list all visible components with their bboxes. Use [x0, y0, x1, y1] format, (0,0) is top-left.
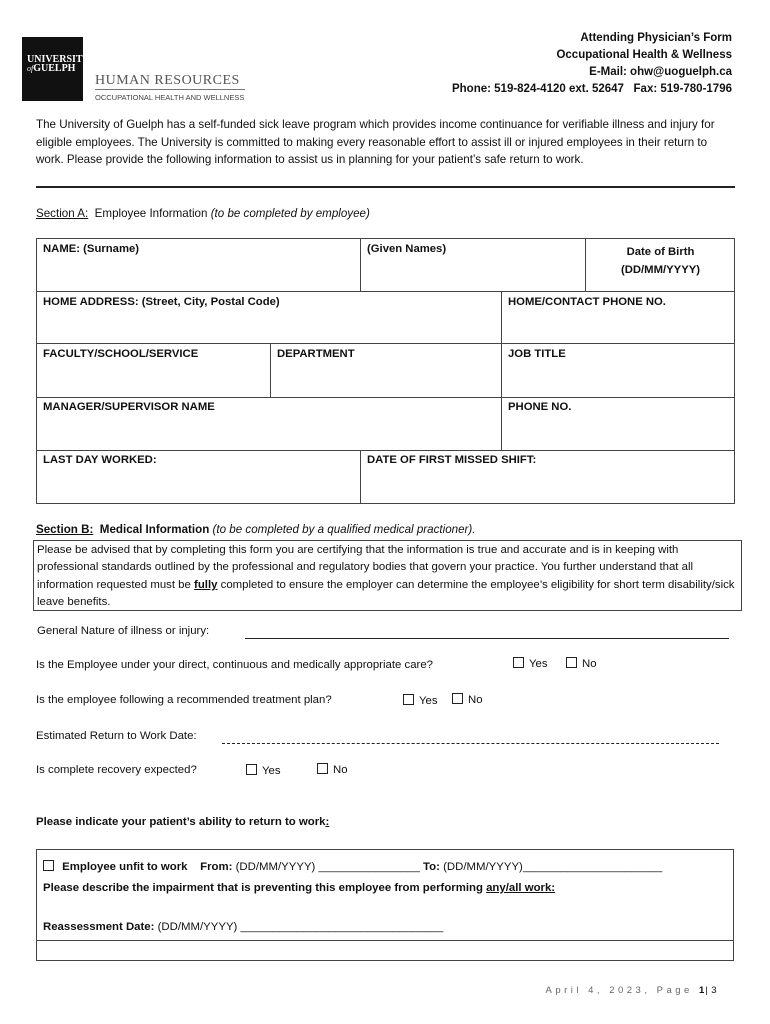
- dept-name: Occupational Health & Wellness: [556, 49, 732, 61]
- manager-field[interactable]: MANAGER/SUPERVISOR NAME: [43, 401, 215, 413]
- col-divider: [360, 238, 361, 291]
- first-missed-field[interactable]: DATE OF FIRST MISSED SHIFT:: [367, 454, 537, 466]
- section-a-note: (to be completed by employee): [210, 207, 370, 220]
- describe-row: [43, 882, 555, 894]
- home-address-field[interactable]: HOME ADDRESS: (Street, City, Postal Code): [43, 296, 280, 308]
- ability-heading-colon: :: [325, 816, 330, 828]
- unfit-label: Employee unfit to work: [62, 861, 188, 873]
- university-logo: [22, 37, 90, 101]
- yes-label: Yes: [419, 695, 438, 707]
- care-no-option[interactable]: [566, 657, 597, 670]
- reassess-date[interactable]: (DD/MM/YYYY) ________________________________: [157, 921, 444, 933]
- manager-phone-field[interactable]: PHONE NO.: [508, 401, 572, 413]
- col-divider: [270, 343, 271, 397]
- ability-heading: [36, 816, 329, 828]
- treatment-question: Is the employee following a recommended treatment plan?: [36, 694, 332, 706]
- logo-line2: [27, 64, 83, 73]
- recovery-no-option[interactable]: [317, 763, 348, 776]
- from-date[interactable]: (DD/MM/YYYY) ________________: [235, 861, 420, 873]
- no-label: No: [582, 658, 597, 670]
- hr-subtitle: OCCUPATIONAL HEALTH AND WELLNESS: [95, 93, 245, 102]
- section-a-heading: [36, 207, 370, 220]
- checkbox[interactable]: [452, 693, 463, 704]
- checkbox[interactable]: [246, 764, 257, 775]
- unfit-row: [43, 860, 662, 873]
- nature-answer-line[interactable]: [245, 638, 729, 639]
- no-label: No: [333, 764, 348, 776]
- col-divider: [501, 291, 502, 450]
- logo-guelph: GUELPH: [33, 63, 76, 74]
- logo-line1: UNIVERSITY: [27, 54, 90, 65]
- recovery-question: Is complete recovery expected?: [36, 764, 197, 776]
- dob-label: Date of Birth: [626, 246, 695, 258]
- surname-field[interactable]: NAME: (Surname): [43, 243, 140, 255]
- row-divider: [36, 343, 735, 344]
- treatment-no-option[interactable]: [452, 693, 483, 706]
- dob-field[interactable]: [586, 243, 735, 279]
- reassess-label: Reassessment Date:: [43, 921, 155, 933]
- care-question: Is the Employee under your direct, continuous and medically appropriate care?: [36, 659, 433, 671]
- given-names-field[interactable]: (Given Names): [367, 243, 447, 255]
- section-a-title: Employee Information: [94, 207, 208, 220]
- section-b-label: Section B:: [36, 523, 94, 536]
- notice-text-a: Please be advised that by completing this form you are certifying that the information is true and accurate and is in keeping with professional standards outlined by the professional and regulatory bodies that govern your practice. You further understand that all information requested must be: [37, 544, 694, 591]
- page-footer: [545, 985, 720, 996]
- header-contact: [452, 30, 732, 98]
- recovery-yes-option[interactable]: [246, 764, 281, 777]
- nature-question: General Nature of illness or injury:: [37, 625, 210, 637]
- section-a-label: Section A:: [36, 207, 89, 220]
- footer-page: 1: [698, 985, 706, 996]
- hr-title: HUMAN RESOURCES: [95, 73, 240, 88]
- reassess-row: [43, 921, 443, 933]
- checkbox[interactable]: [317, 763, 328, 774]
- describe-underline: any/all work:: [486, 882, 556, 894]
- intro-paragraph: The University of Guelph has a self-funded sick leave program which provides income continuance for verifiable illness and injury for eligible employees. The University is committed to making every reasonable effort to assist ill or injured employees in their return to work. Please provide the following information to assist us in planning for your patient’s safe return to work.: [36, 118, 715, 166]
- footer-total: 3: [711, 985, 720, 996]
- section-b-note: (to be completed by a qualified medical practioner).: [212, 523, 476, 536]
- ability-heading-text: Please indicate your patient’s ability to return to work: [36, 816, 326, 828]
- to-label: To:: [423, 861, 440, 873]
- yes-label: Yes: [262, 765, 281, 777]
- form-title: Attending Physician’s Form: [580, 32, 732, 44]
- checkbox[interactable]: [566, 657, 577, 668]
- notice-fully: fully: [194, 578, 218, 591]
- treatment-yes-option[interactable]: [403, 694, 438, 707]
- phone-fax: Phone: 519-824-4120 ext. 52647 Fax: 519-780-1796: [451, 83, 732, 95]
- logo-of: of: [27, 64, 34, 73]
- return-date-question: Estimated Return to Work Date:: [36, 730, 197, 742]
- checkbox[interactable]: [403, 694, 414, 705]
- hr-divider: [95, 89, 245, 90]
- footer-date: April 4, 2023, Page: [545, 985, 693, 996]
- department-field[interactable]: DEPARTMENT: [277, 348, 355, 360]
- to-date[interactable]: (DD/MM/YYYY)______________________: [443, 861, 663, 873]
- from-label: From:: [200, 861, 233, 873]
- no-label: No: [468, 694, 483, 706]
- row-divider: [36, 291, 735, 292]
- row-divider: [36, 450, 735, 451]
- ability-divider: [36, 940, 734, 941]
- col-divider: [360, 450, 361, 504]
- section-b-title: Medical Information: [99, 523, 210, 536]
- return-date-line[interactable]: [222, 743, 719, 744]
- job-title-field[interactable]: JOB TITLE: [508, 348, 566, 360]
- header-rule: [36, 186, 735, 188]
- checkbox[interactable]: [513, 657, 524, 668]
- email: E-Mail: ohw@uoguelph.ca: [589, 66, 732, 78]
- faculty-field[interactable]: FACULTY/SCHOOL/SERVICE: [43, 348, 199, 360]
- yes-label: Yes: [529, 658, 548, 670]
- unfit-checkbox[interactable]: [43, 860, 54, 871]
- certification-notice: [33, 540, 742, 611]
- notice-text-b: completed to ensure the employer can determine the employee’s eligibility for short term disability/sick leave benefits.: [37, 578, 735, 609]
- row-divider: [36, 397, 735, 398]
- home-phone-field[interactable]: HOME/CONTACT PHONE NO.: [508, 296, 666, 308]
- dob-format: (DD/MM/YYYY): [620, 264, 701, 276]
- last-day-field[interactable]: LAST DAY WORKED:: [43, 454, 157, 466]
- describe-text: Please describe the impairment that is preventing this employee from performing: [43, 882, 487, 894]
- footer-sep: |: [705, 985, 712, 996]
- section-b-heading: [36, 523, 475, 536]
- care-yes-option[interactable]: [513, 657, 548, 670]
